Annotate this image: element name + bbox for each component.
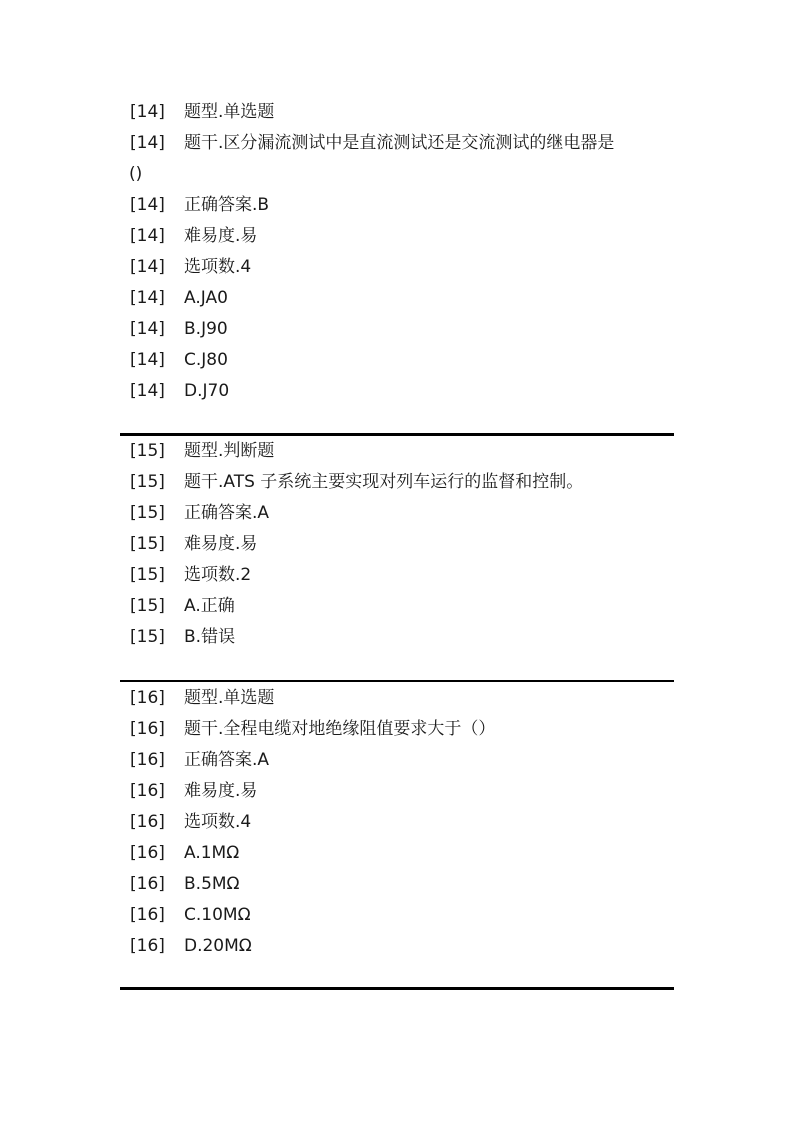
- section-divider: [120, 680, 674, 682]
- question-number: [14]: [130, 226, 165, 246]
- question-number: [16]: [130, 812, 165, 832]
- question-stem-line: [130, 714, 690, 745]
- option-count-line: [130, 252, 690, 283]
- option-b: B.错误: [184, 627, 236, 647]
- question-block-16: [130, 683, 690, 962]
- question-number: [14]: [130, 288, 165, 308]
- option-c: C.J80: [184, 350, 228, 370]
- question-number: [15]: [130, 596, 165, 616]
- question-number: [16]: [130, 936, 165, 956]
- question-number: [15]: [130, 503, 165, 523]
- question-number: [15]: [130, 534, 165, 554]
- option-line: [130, 345, 690, 376]
- question-number: [14]: [130, 257, 165, 277]
- question-stem: 题干.区分漏流测试中是直流测试还是交流测试的继电器是: [184, 133, 615, 153]
- option-count: 选项数.4: [184, 812, 252, 832]
- option-line: [130, 314, 690, 345]
- question-stem-continuation: (): [129, 164, 143, 184]
- option-line: [130, 838, 690, 869]
- option-line: [130, 931, 690, 962]
- difficulty: 难易度.易: [184, 226, 258, 246]
- question-stem-line: [130, 128, 690, 159]
- question-type: 题型.单选题: [184, 102, 275, 122]
- option-a: A.正确: [184, 596, 235, 616]
- difficulty-line: [130, 776, 690, 807]
- question-stem-line: [130, 467, 690, 498]
- question-number: [16]: [130, 750, 165, 770]
- option-count: 选项数.4: [184, 257, 252, 277]
- correct-answer: 正确答案.A: [184, 750, 270, 770]
- option-count-line: [130, 807, 690, 838]
- question-stem: 题干.全程电缆对地绝缘阻值要求大于（）: [184, 719, 496, 739]
- question-number: [14]: [130, 350, 165, 370]
- option-d: D.J70: [184, 381, 230, 401]
- question-type: 题型.单选题: [184, 688, 275, 708]
- question-number: [15]: [130, 627, 165, 647]
- correct-answer: 正确答案.B: [184, 195, 270, 215]
- section-divider: [120, 987, 674, 990]
- question-number: [16]: [130, 781, 165, 801]
- correct-answer: 正确答案.A: [184, 503, 270, 523]
- question-number: [14]: [130, 381, 165, 401]
- question-number: [14]: [130, 195, 165, 215]
- option-line: [130, 900, 690, 931]
- question-type-line: [130, 683, 690, 714]
- question-number: [14]: [130, 133, 165, 153]
- difficulty: 难易度.易: [184, 534, 258, 554]
- question-number: [15]: [130, 441, 165, 461]
- question-number: [16]: [130, 874, 165, 894]
- question-number: [16]: [130, 688, 165, 708]
- option-d: D.20MΩ: [184, 936, 252, 956]
- question-number: [15]: [130, 565, 165, 585]
- option-count: 选项数.2: [184, 565, 252, 585]
- question-number: [15]: [130, 472, 165, 492]
- question-block-15: [130, 436, 690, 653]
- option-a: A.JA0: [184, 288, 228, 308]
- answer-line: [130, 745, 690, 776]
- question-type-line: [130, 436, 690, 467]
- question-number: [16]: [130, 843, 165, 863]
- difficulty-line: [130, 529, 690, 560]
- answer-line: [130, 190, 690, 221]
- option-line: [130, 622, 690, 653]
- option-count-line: [130, 560, 690, 591]
- question-number: [16]: [130, 905, 165, 925]
- answer-line: [130, 498, 690, 529]
- difficulty-line: [130, 221, 690, 252]
- option-b: B.5MΩ: [184, 874, 240, 894]
- option-b: B.J90: [184, 319, 228, 339]
- option-line: [130, 283, 690, 314]
- question-type: 题型.判断题: [184, 441, 275, 461]
- difficulty: 难易度.易: [184, 781, 258, 801]
- question-block-14: [130, 97, 690, 407]
- question-number: [16]: [130, 719, 165, 739]
- question-type-line: [130, 97, 690, 128]
- option-c: C.10MΩ: [184, 905, 251, 925]
- option-line: [130, 591, 690, 622]
- option-line: [130, 376, 690, 407]
- option-a: A.1MΩ: [184, 843, 240, 863]
- question-number: [14]: [130, 102, 165, 122]
- option-line: [130, 869, 690, 900]
- question-stem: 题干.ATS 子系统主要实现对列车运行的监督和控制。: [184, 472, 584, 492]
- question-number: [14]: [130, 319, 165, 339]
